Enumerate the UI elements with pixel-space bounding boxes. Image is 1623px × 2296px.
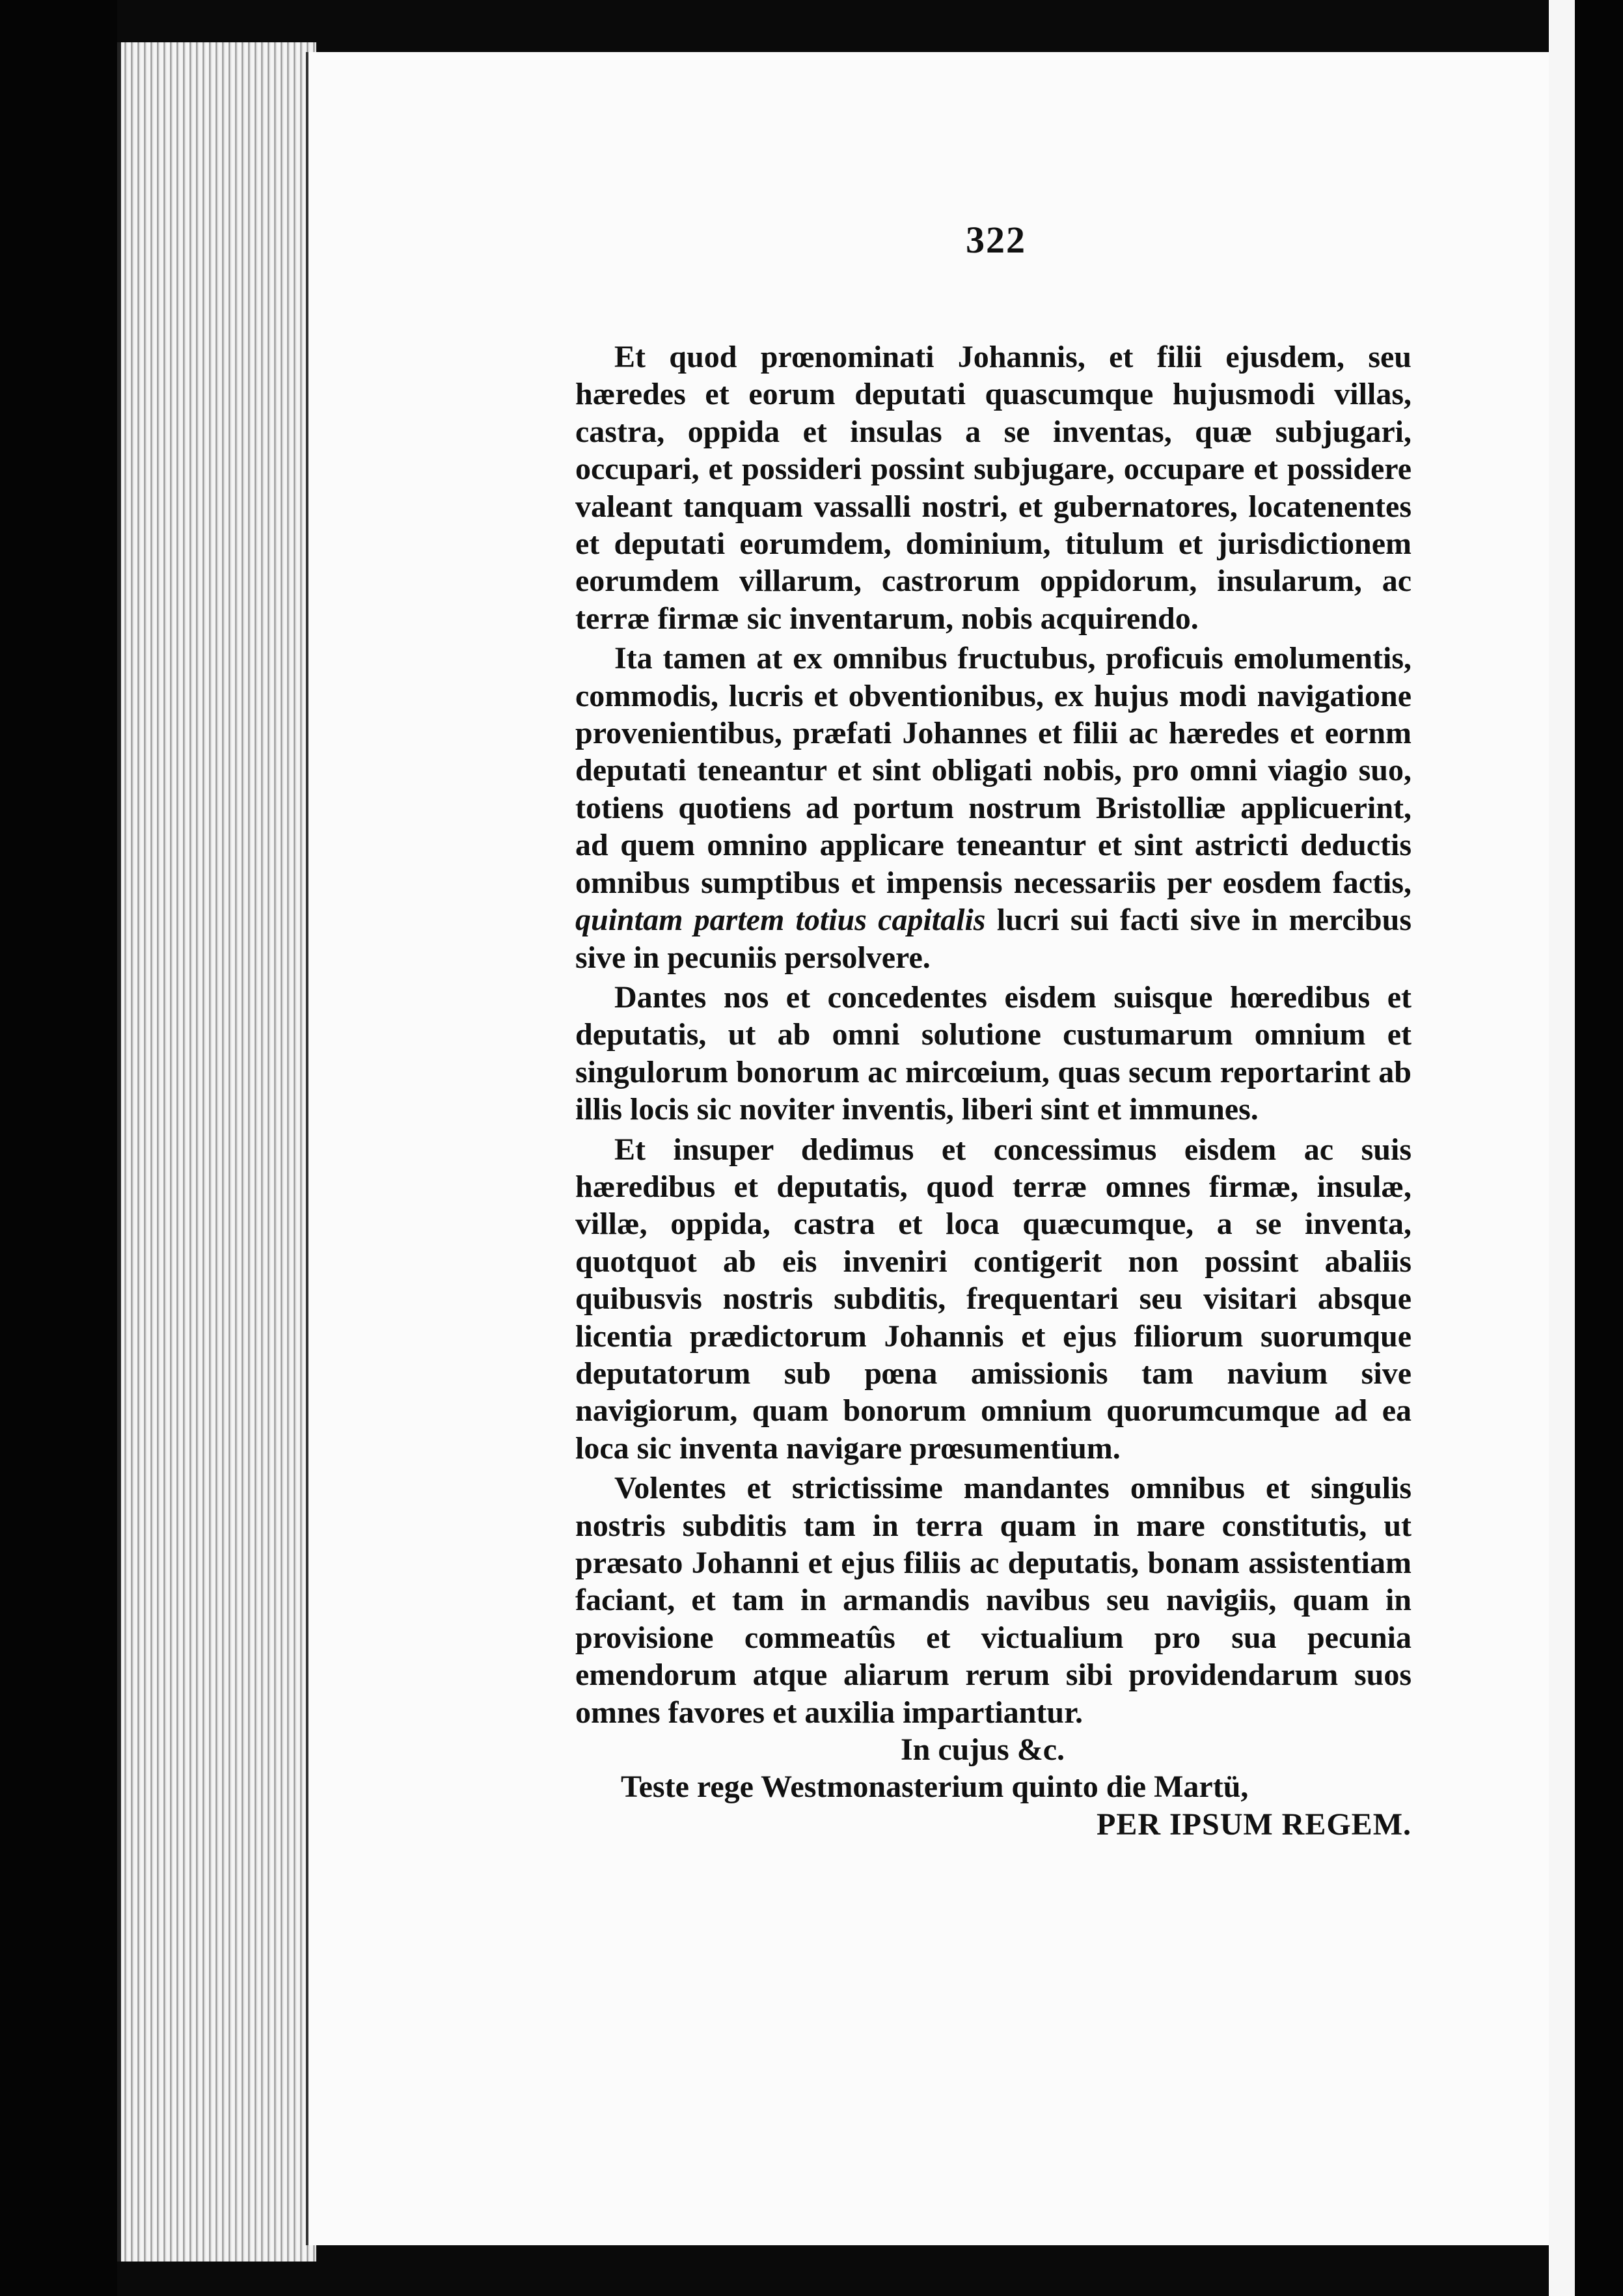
- paragraph: [575, 979, 1412, 1128]
- in-cujus-line: In cujus &c.: [901, 1732, 1065, 1768]
- book-page: [306, 52, 1551, 2245]
- scan-border-left: [0, 0, 117, 2296]
- text-segment: Volentes et strictissime mandantes omnibus et singulis nostris subditis tam in terra quam in mare constitutis, ut præsato Johanni et ejus filiis ac deputatis, bonam assistentiam faciant, et tam in armandis navibus seu navigiis, quam in provisione commeatûs et victualium pro sua pecunia emendorum atque aliarum rerum sibi providendarum suos omnes favores et auxilia impartiantur.: [575, 1471, 1412, 1730]
- paragraph: [575, 1131, 1412, 1468]
- paragraph: [575, 640, 1412, 976]
- text-segment: Et insuper dedimus et concessimus eisdem ac suis hæredibus et deputatis, quod terræ omnes firmæ, insulæ, villæ, oppida, castra et loca quæcumque, a se inventa, quotquot ab eis inveniri contigerit non possint abaliis quibusvis nostris subditis, frequentari seu visitari absque licentia prædictorum Johannis et ejus filiorum suorumque deputatorum sub pœna amissionis tam navium sive navigiorum, quam bonorum omnium quorumcumque ad ea loca sic inventa navigare prœsumentium.: [575, 1132, 1412, 1466]
- page-number: 322: [966, 219, 1026, 261]
- text-segment: Et quod prœnominati Johannis, et filii ejusdem, seu hæredes et eorum deputati quascumque hujusmodi villas, castra, oppida et insulas a se inventas, quæ subjugari, occupari, et possideri possint subjugare, occupare et possidere valeant tanquam vassalli nostri, et gubernatores, locatenentes et deputati eorumdem, dominium, titulum et jurisdictionem eorumdem villarum, castrorum oppidorum, insularum, ac terræ firmæ sic inventarum, nobis acquirendo.: [575, 340, 1412, 636]
- body-text: [575, 338, 1412, 1843]
- teste-line: Teste rege Westmonasterium quinto die Martü,: [621, 1770, 1249, 1805]
- paragraph: [575, 1469, 1412, 1731]
- text-segment: Dantes nos et concedentes eisdem suisque hœredibus et deputatis, ut ab omni solutione custumarum omnium et singulorum bonorum ac mircœium, quas secum reportarint ab illis locis sic noviter inventis, liberi sint et immunes.: [575, 979, 1412, 1127]
- italic-phrase: quintam partem totius capitalis: [575, 903, 986, 938]
- paragraph: [575, 338, 1412, 637]
- book-page-edges: [117, 42, 316, 2262]
- scan-border-right: [1575, 0, 1623, 2296]
- signature: PER IPSUM REGEM.: [1097, 1807, 1412, 1842]
- text-segment: Ita tamen at ex omnibus fructubus, proficuis emolumentis, commodis, lucris et obventionibus, ex hujus modi navigatione provenientibus, præfati Johannes et filii ac hæredes et eornm deputati teneantur et sint obligati nobis, pro omni viagio suo, totiens quotiens ad portum nostrum Bristolliæ applicuerint, ad quem omnino applicare teneantur et sint astricti deductis omnibus sumptibus et impensis necessariis per eosdem factis,: [575, 641, 1412, 900]
- text-segment: lucri sui facti sive in mercibus sive in pecuniis persolvere.: [575, 903, 1412, 975]
- facing-page-edge: [1549, 0, 1575, 2296]
